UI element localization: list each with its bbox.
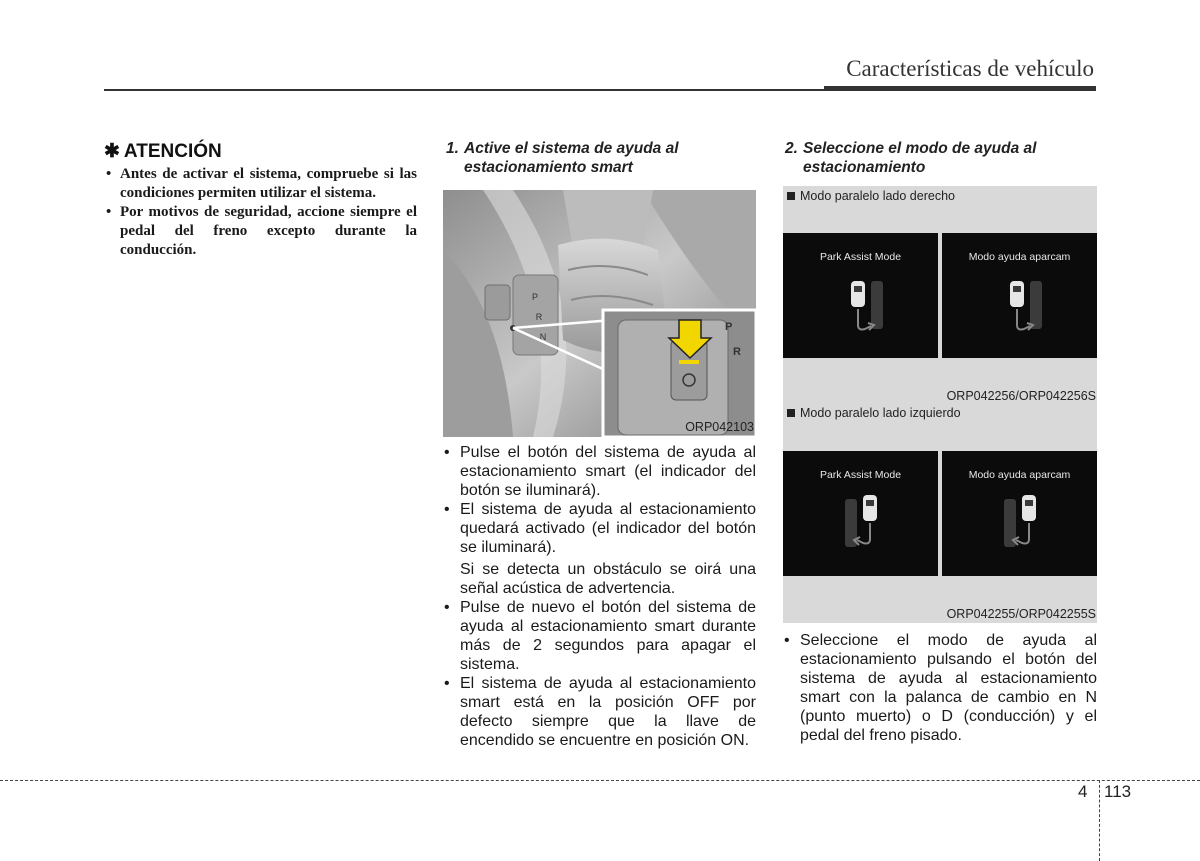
panel-label-text: Modo paralelo lado derecho <box>800 189 955 203</box>
list-item: • El sistema de ayuda al estacionamiento quedará activado (el indicador del botón se iluminará). <box>443 500 756 557</box>
list-item: • Pulse el botón del sistema de ayuda al estacionamiento smart (el indicador del botón se iluminará). <box>443 443 756 500</box>
svg-text:P: P <box>531 292 539 302</box>
cluster-screen-es <box>942 233 1097 358</box>
list-note: Si se detecta un obstáculo se oirá una señal acústica de advertencia. <box>460 561 756 597</box>
attention-item: • Por motivos de seguridad, accione siempre el pedal del freno excepto durante la conducción. <box>104 203 417 260</box>
step1-bullet-list <box>443 443 756 750</box>
section-title: Características de vehículo <box>846 56 1094 81</box>
step2-heading <box>785 139 1085 177</box>
parking-right-icon <box>783 233 938 358</box>
list-item: • El sistema de ayuda al estacionamiento smart está en la posición OFF por defecto siempre que la llave de encendido se encuentre en posición ON. <box>443 674 756 750</box>
parking-right-icon <box>942 233 1097 358</box>
step1-heading <box>446 139 746 177</box>
panel-parallel-right <box>783 186 1097 405</box>
photo-caption: ORP042103 <box>685 420 754 434</box>
cluster-screen-en <box>783 451 938 576</box>
step2-number: 2. <box>785 140 798 157</box>
header-rule-accent <box>824 86 1096 91</box>
panel-caption: ORP042255/ORP042255S <box>946 607 1096 621</box>
panel-label-text: Modo paralelo lado izquierdo <box>800 406 961 420</box>
cluster-screen-es <box>942 451 1097 576</box>
asterisk-star-icon: ✱ <box>104 141 120 162</box>
cluster-screen-en <box>783 233 938 358</box>
step2-bullet-list <box>783 631 1097 745</box>
step1-number: 1. <box>446 140 459 157</box>
screen-title: Modo ayuda aparcam <box>968 469 1071 481</box>
svg-text:R: R <box>733 346 741 358</box>
attention-heading <box>104 140 417 163</box>
panel-label <box>787 406 961 420</box>
panel-parallel-left <box>783 404 1097 623</box>
panel-caption: ORP042256/ORP042256S <box>946 389 1096 403</box>
screen-title: Park Assist Mode <box>819 251 902 263</box>
page-number: 113 <box>1104 782 1132 801</box>
attention-item: • Antes de activar el sistema, compruebe si las condiciones permiten utilizar el sistema. <box>104 165 417 203</box>
attention-title: ATENCIÓN <box>123 140 222 162</box>
list-item: • Pulse de nuevo el botón del sistema de ayuda al estacionamiento smart durante más de 2 segundos para apagar el sistema. <box>443 598 756 674</box>
square-bullet-icon <box>787 192 795 200</box>
svg-text:R: R <box>535 312 543 322</box>
gear-shifter-photo <box>443 190 756 437</box>
list-item: • Seleccione el modo de ayuda al estacionamiento pulsando el botón del sistema de ayuda al estacionamiento smart con la palanca de cambio en N (punto muerto) o D (conducción) y el pedal del freno pisado. <box>783 631 1097 745</box>
screen-title: Modo ayuda aparcam <box>968 251 1071 263</box>
step1-heading-text: Active el sistema de ayuda al estacionamiento smart <box>464 140 679 176</box>
footer-divider <box>1099 780 1100 861</box>
footer-rule <box>0 780 1200 781</box>
parking-left-icon <box>783 451 938 576</box>
screen-title: Park Assist Mode <box>819 469 902 481</box>
svg-text:N: N <box>539 332 547 342</box>
attention-list <box>104 165 417 260</box>
gear-shifter-illustration <box>443 190 756 437</box>
svg-text:P: P <box>725 321 733 333</box>
panel-label <box>787 189 955 203</box>
step2-heading-text: Seleccione el modo de ayuda al estacionamiento <box>803 140 1037 176</box>
attention-box <box>104 140 417 260</box>
chapter-number: 4 <box>1078 782 1088 801</box>
parking-left-icon <box>942 451 1097 576</box>
square-bullet-icon <box>787 409 795 417</box>
